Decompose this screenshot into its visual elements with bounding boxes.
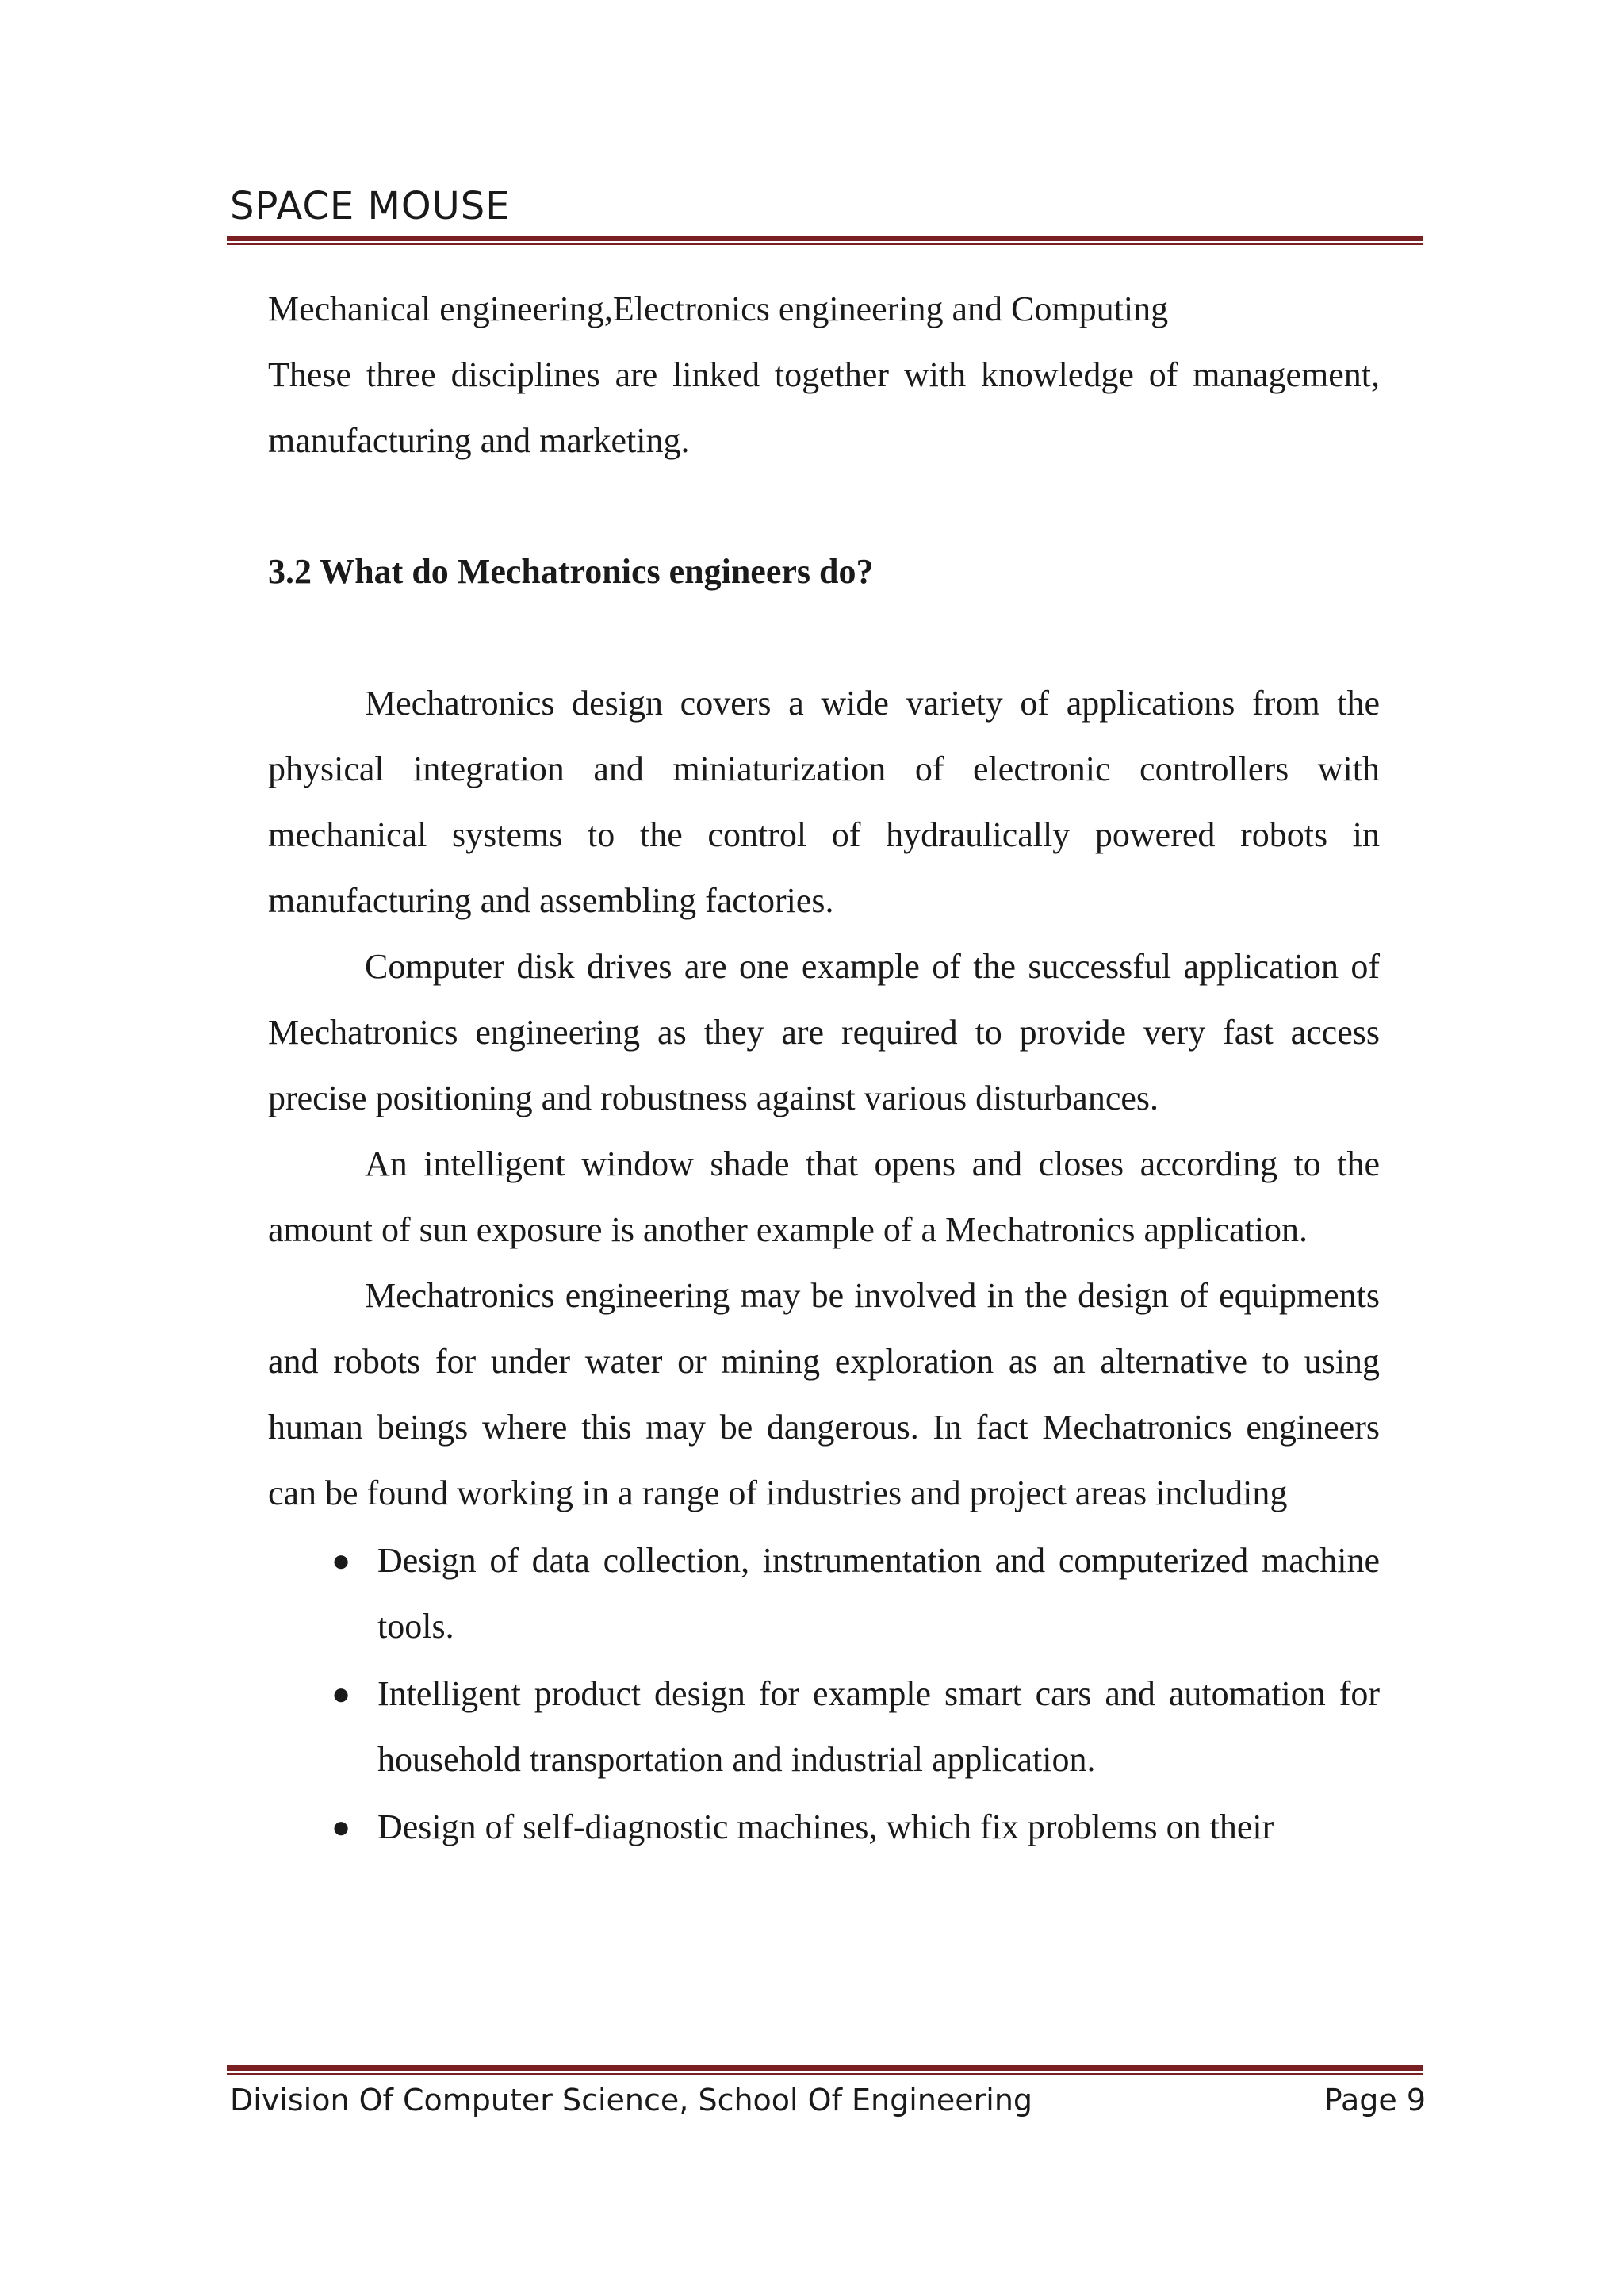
footer-institution: Division Of Computer Science, School Of Engineering <box>230 2083 1033 2118</box>
intro-paragraph: These three disciplines are linked together with knowledge of management, manufacturing and marketing. <box>268 355 1380 460</box>
section-heading: 3.2 What do Mechatronics engineers do? <box>268 552 874 591</box>
body-paragraph: Mechatronics design covers a wide variety of applications from the physical integration and miniaturization of electronic controllers with mechanical systems to the control of hydraulically powered robots in manufacturing and assembling factories. <box>268 684 1380 920</box>
body-paragraph: An intelligent window shade that opens and closes according to the amount of sun exposure is another example of a Mechatronics application. <box>268 1144 1380 1249</box>
list-item-text: Design of self-diagnostic machines, which fix problems on their <box>377 1807 1274 1846</box>
page-number: Page 9 <box>1323 2083 1426 2118</box>
body-content <box>268 276 1380 1861</box>
list-item-text: Design of data collection, instrumentation and computerized machine tools. <box>377 1541 1380 1646</box>
bullet-icon: ● <box>331 1543 351 1578</box>
list-item <box>268 1661 1380 1792</box>
body-paragraph: Computer disk drives are one example of the successful application of Mechatronics engineering as they are required to provide very fast access precise positioning and robustness against various disturbances. <box>268 947 1380 1117</box>
list-item-text: Intelligent product design for example smart cars and automation for household transportation and industrial application. <box>377 1674 1380 1779</box>
intro-line: Mechanical engineering,Electronics engineering and Computing <box>268 289 1169 328</box>
footer-rule <box>227 2065 1423 2075</box>
list-item <box>268 1527 1380 1659</box>
list-item <box>268 1794 1380 1860</box>
bullet-icon: ● <box>331 1676 351 1711</box>
body-paragraph: Mechatronics engineering may be involved in the design of equipments and robots for under water or mining exploration as an alternative to using human beings where this may be dangerous. In fact Mechatronics engineers can be found working in a range of industries and project areas including <box>268 1276 1380 1512</box>
page-header-title: SPACE MOUSE <box>230 184 511 228</box>
header-rule <box>227 236 1423 245</box>
bullet-list <box>268 1527 1380 1860</box>
bullet-icon: ● <box>331 1809 351 1845</box>
